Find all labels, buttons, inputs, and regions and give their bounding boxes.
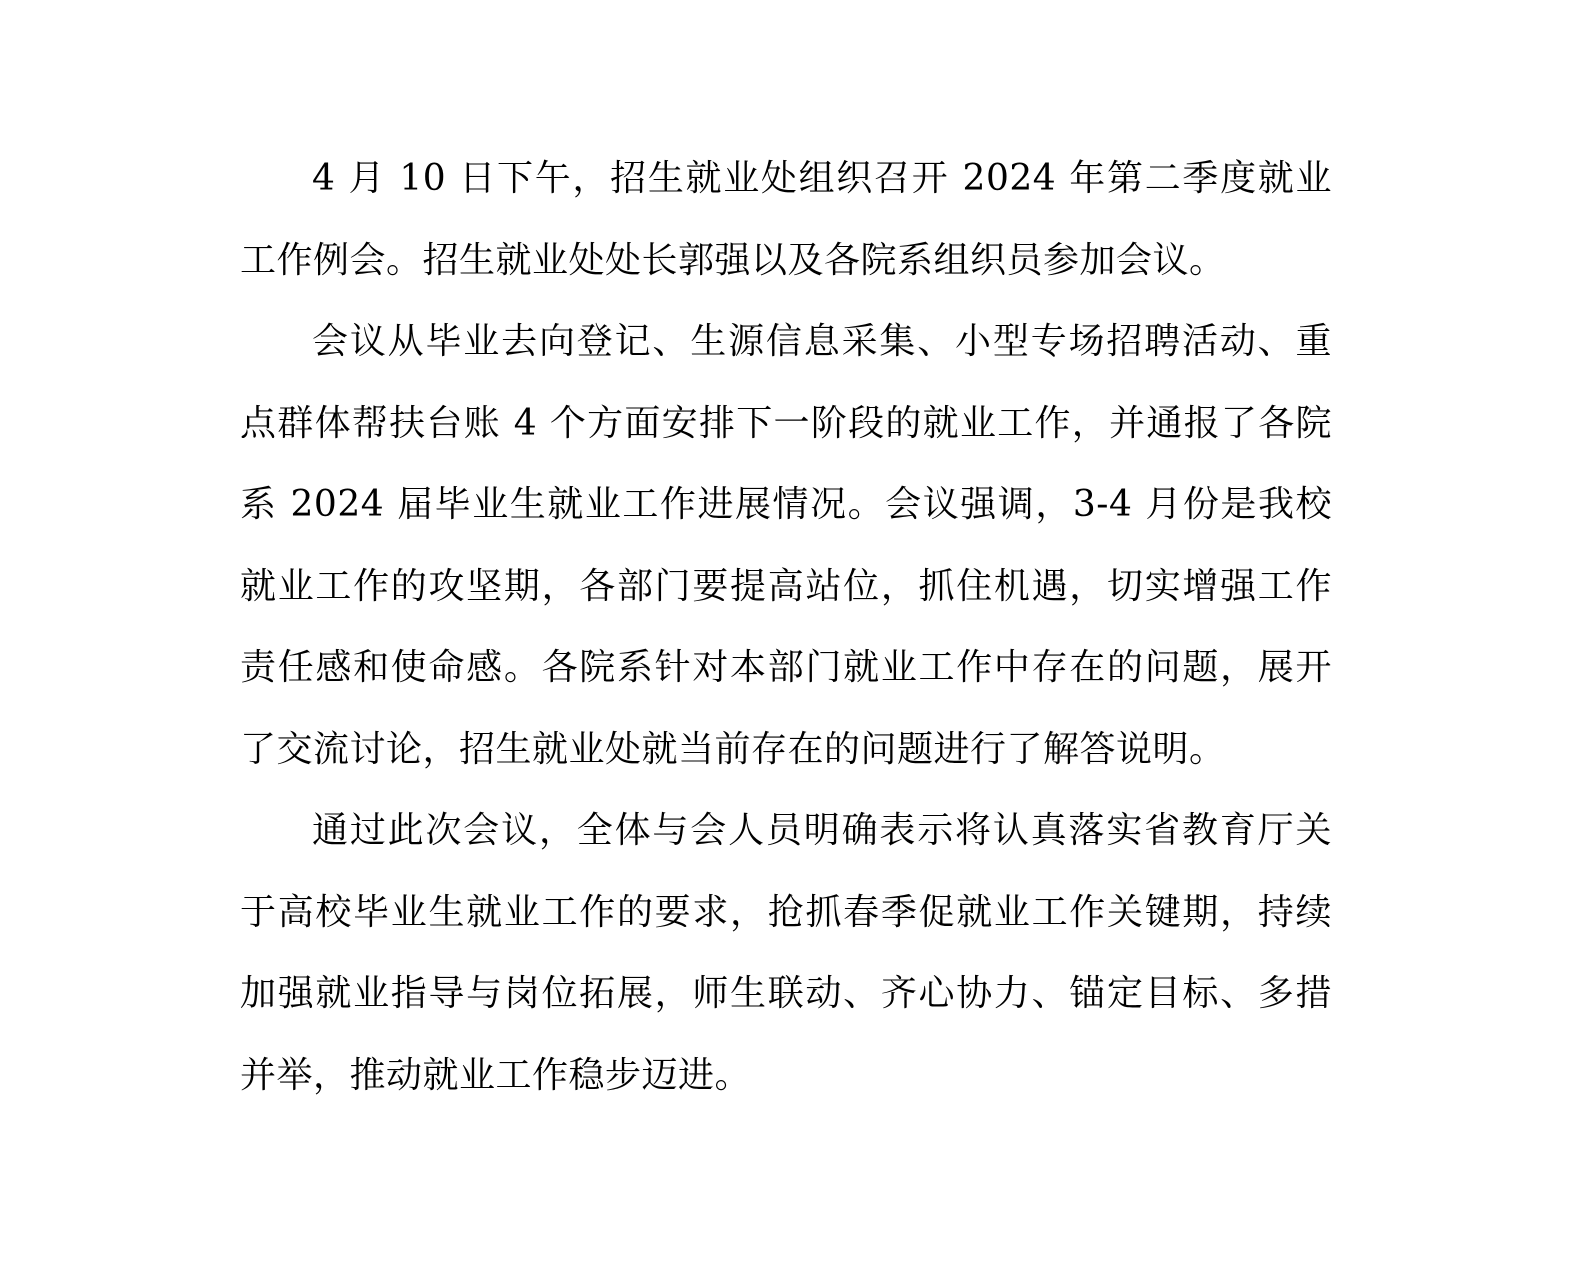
paragraph-meeting-intro: 4 月 10 日下午，招生就业处组织召开 2024 年第二季度就业工作例会。招生就业处处长郭强以及各院系组织员参加会议。 (240, 158, 1332, 281)
paragraph-meeting-content: 会议从毕业去向登记、生源信息采集、小型专场招聘活动、重点群体帮扶台账 4 个方面安排下一阶段的就业工作，并通报了各院系 2024 届毕业生就业工作进展情况。会议强调，3-4 月份是我校就业工作的攻坚期，各部门要提高站位，抓住机遇，切实增强工作责任感和使命感。各院系针对本部门就业工作中存在的问题，展开了交流讨论，招生就业处就当前存在的问题进行了解答说明。 (240, 321, 1332, 770)
paragraph-meeting-conclusion: 通过此次会议，全体与会人员明确表示将认真落实省教育厅关于高校毕业生就业工作的要求，抢抓春季促就业工作关键期，持续加强就业指导与岗位拓展，师生联动、齐心协力、锚定目标、多措并举，推动就业工作稳步迈进。 (240, 810, 1332, 1096)
article-body (240, 138, 1332, 1116)
